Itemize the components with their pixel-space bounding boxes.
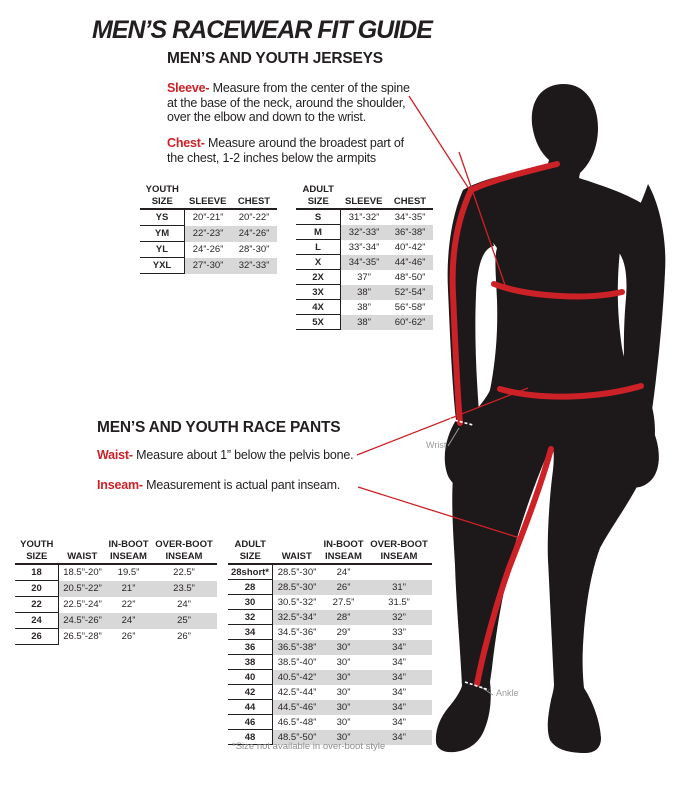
- value-cell: 26.5”-28”: [63, 631, 102, 642]
- value-cell: 30”: [321, 640, 366, 655]
- value-cell: 30.5”-32”: [277, 596, 317, 608]
- ankle-label: Ankle: [496, 688, 519, 698]
- table-row: [15, 629, 217, 645]
- value-cell: 42.5”-44”: [277, 686, 317, 698]
- column-header: YOUTH: [20, 538, 54, 550]
- value-cell: 32”: [366, 610, 432, 625]
- value-cell: 29”: [336, 626, 351, 638]
- size-cell: 42: [228, 685, 273, 700]
- column-header: SIZE: [140, 195, 185, 209]
- table-row: [15, 597, 217, 613]
- size-cell: 46: [228, 715, 273, 730]
- inseam-instruction: [97, 478, 377, 493]
- value-cell: 20.5”-22”: [59, 581, 107, 597]
- value-cell: 19.5”: [117, 567, 140, 579]
- value-cell: 38”: [341, 285, 388, 300]
- youth-pants-size-table: [15, 538, 217, 645]
- value-cell: 22”: [121, 599, 136, 610]
- size-cell: 4X: [296, 300, 341, 315]
- pants-section-heading: MEN’S AND YOUTH RACE PANTS: [97, 419, 341, 436]
- column-header: CHEST: [387, 195, 433, 209]
- value-cell: 38.5”-40”: [277, 656, 317, 668]
- value-cell: 38”: [357, 301, 371, 313]
- size-cell: 18: [15, 564, 59, 581]
- size-cell: 30: [228, 595, 273, 610]
- adult-jersey-size-table: [296, 183, 433, 330]
- value-cell: 31.5”: [388, 596, 410, 608]
- value-cell: 26”: [177, 631, 191, 642]
- value-cell: 30”: [321, 670, 366, 685]
- value-cell: 33”: [392, 626, 406, 638]
- column-header: WAIST: [59, 550, 107, 564]
- chest-label: Chest-: [167, 136, 205, 150]
- table-row: [296, 270, 433, 285]
- value-cell: 60”-62”: [387, 315, 433, 330]
- value-cell: 28”: [321, 610, 366, 625]
- table-row: [15, 581, 217, 597]
- size-cell: X: [296, 255, 341, 270]
- column-header: [231, 183, 277, 195]
- value-cell: 28”-30”: [238, 244, 270, 255]
- table-row: [15, 613, 217, 629]
- table-row: [140, 226, 277, 242]
- column-header: INSEAM: [151, 550, 217, 564]
- table-row: [228, 715, 432, 730]
- column-header: [273, 538, 322, 550]
- value-cell: 31”: [366, 580, 432, 595]
- size-cell: S: [296, 209, 341, 225]
- adult-pants-size-table: [228, 538, 432, 745]
- size-cell: 28: [228, 580, 273, 595]
- inseam-label: Inseam-: [97, 478, 143, 492]
- value-cell: 30”: [336, 716, 351, 728]
- column-header: OVER-BOOT: [155, 538, 213, 550]
- column-header: [59, 538, 107, 550]
- column-header: ADULT: [302, 183, 334, 195]
- column-header: WAIST: [273, 550, 322, 564]
- value-cell: 18.5”-20”: [63, 567, 102, 579]
- value-cell: 34”-35”: [394, 211, 426, 223]
- column-header: SIZE: [15, 550, 59, 564]
- value-cell: 34”: [366, 730, 432, 745]
- value-cell: 24”: [336, 566, 351, 578]
- value-cell: 26”: [121, 631, 136, 642]
- size-cell: 28short*: [228, 564, 273, 580]
- inseam-text: Measurement is actual pant inseam.: [142, 478, 341, 492]
- chest-text: Measure around the broadest part of the chest, 1-2 inches below the armpits: [167, 136, 404, 165]
- value-cell: 22.5”: [173, 567, 195, 579]
- value-cell: 34”: [366, 700, 432, 715]
- table-row: [228, 670, 432, 685]
- value-cell: 24”-26”: [231, 226, 277, 242]
- value-cell: 27.5”: [332, 596, 355, 608]
- sleeve-instruction: [167, 81, 419, 125]
- column-header: SIZE: [296, 195, 341, 209]
- table-row: [228, 595, 432, 610]
- value-cell: 48”-50”: [394, 271, 426, 283]
- size-cell: YS: [140, 209, 185, 226]
- value-cell: 23.5”: [151, 581, 217, 597]
- waist-instruction: [97, 448, 377, 463]
- youth-jersey-size-table: [140, 183, 277, 274]
- sleeve-text: Measure from the center of the spine at the base of the neck, around the shoulder, over the elbow and down to the wrist.: [167, 81, 410, 124]
- table-row: [228, 625, 432, 640]
- value-cell: 24”-26”: [192, 244, 224, 255]
- column-header: CHEST: [231, 195, 277, 209]
- value-cell: 30”: [321, 730, 366, 745]
- size-cell: 38: [228, 655, 273, 670]
- value-cell: 28.5”-30”: [277, 566, 317, 578]
- value-cell: 30”: [336, 686, 351, 698]
- column-header: [185, 183, 232, 195]
- waist-text: Measure about 1” below the pelvis bone.: [132, 448, 354, 462]
- size-cell: 5X: [296, 315, 341, 330]
- column-header: INSEAM: [321, 550, 366, 564]
- page-title: MEN’S RACEWEAR FIT GUIDE: [92, 16, 432, 44]
- column-header: IN-BOOT: [323, 538, 364, 550]
- value-cell: 34”-35”: [341, 255, 388, 270]
- value-cell: 20”-21”: [192, 212, 224, 224]
- size-cell: M: [296, 225, 341, 240]
- size-cell: 34: [228, 625, 273, 640]
- value-cell: 32.5”-34”: [273, 610, 322, 625]
- value-cell: 33”-34”: [348, 241, 380, 253]
- value-cell: 25”: [151, 613, 217, 629]
- size-cell: 2X: [296, 270, 341, 285]
- value-cell: 26”: [321, 580, 366, 595]
- value-cell: 22”-23”: [185, 226, 232, 242]
- size-cell: 36: [228, 640, 273, 655]
- value-cell: 48.5”-50”: [273, 730, 322, 745]
- value-cell: 30”: [321, 700, 366, 715]
- chest-instruction: [167, 136, 419, 165]
- sleeve-label: Sleeve-: [167, 81, 210, 95]
- column-header: SLEEVE: [185, 195, 232, 209]
- value-cell: 40”-42”: [394, 241, 426, 253]
- wrist-label: Wrist: [426, 440, 447, 450]
- size-cell: 24: [15, 613, 59, 629]
- value-cell: 27”-30”: [185, 258, 232, 274]
- table-row: [296, 315, 433, 330]
- value-cell: 36.5”-38”: [273, 640, 322, 655]
- size-cell: 48: [228, 730, 273, 745]
- size-cell: 44: [228, 700, 273, 715]
- value-cell: 34.5”-36”: [277, 626, 317, 638]
- table-row: [228, 685, 432, 700]
- size-cell: 22: [15, 597, 59, 613]
- value-cell: 38”: [341, 315, 388, 330]
- table-row: [296, 225, 433, 240]
- column-header: INSEAM: [366, 550, 432, 564]
- size-cell: YL: [140, 242, 185, 258]
- column-header: YOUTH: [145, 183, 179, 195]
- jerseys-section-heading: MEN’S AND YOUTH JERSEYS: [167, 50, 383, 67]
- value-cell: 52”-54”: [387, 285, 433, 300]
- column-header: INSEAM: [106, 550, 151, 564]
- value-cell: 24”: [106, 613, 151, 629]
- table-row: [15, 564, 217, 581]
- value-cell: 24”: [177, 599, 191, 610]
- column-header: SLEEVE: [341, 195, 388, 209]
- table-row: [228, 700, 432, 715]
- table-row: [228, 610, 432, 625]
- value-cell: 44”-46”: [387, 255, 433, 270]
- size-cell: L: [296, 240, 341, 255]
- size-cell: YM: [140, 226, 185, 242]
- table-row: [140, 209, 277, 226]
- table-row: [296, 240, 433, 255]
- over-boot-footnote: *Size not available in over-boot style: [232, 741, 386, 752]
- table-row: [140, 242, 277, 258]
- size-cell: 3X: [296, 285, 341, 300]
- value-cell: 34”: [366, 670, 432, 685]
- column-header: OVER-BOOT: [370, 538, 428, 550]
- table-row: [140, 258, 277, 274]
- size-cell: 26: [15, 629, 59, 645]
- waist-label: Waist-: [97, 448, 133, 462]
- value-cell: 20”-22”: [238, 212, 270, 224]
- column-header: SIZE: [228, 550, 273, 564]
- value-cell: 31”-32”: [348, 211, 380, 223]
- table-row: [228, 655, 432, 670]
- value-cell: 32”-33”: [231, 258, 277, 274]
- value-cell: 22.5”-24”: [63, 599, 102, 610]
- value-cell: 21”: [106, 581, 151, 597]
- value-cell: 24.5”-26”: [59, 613, 107, 629]
- value-cell: 32”-33”: [341, 225, 388, 240]
- value-cell: [366, 564, 432, 580]
- column-header: [341, 183, 388, 195]
- size-cell: 32: [228, 610, 273, 625]
- table-row: [228, 640, 432, 655]
- size-cell: 20: [15, 581, 59, 597]
- value-cell: 40.5”-42”: [273, 670, 322, 685]
- value-cell: 30”: [336, 656, 351, 668]
- column-header: ADULT: [234, 538, 266, 550]
- table-row: [228, 580, 432, 595]
- table-row: [296, 300, 433, 315]
- value-cell: 34”: [392, 656, 406, 668]
- value-cell: 44.5”-46”: [273, 700, 322, 715]
- value-cell: 34”: [392, 716, 406, 728]
- value-cell: 28.5”-30”: [273, 580, 322, 595]
- table-row: [296, 285, 433, 300]
- table-row: [296, 209, 433, 225]
- value-cell: 46.5”-48”: [277, 716, 317, 728]
- column-header: IN-BOOT: [108, 538, 149, 550]
- column-header: [387, 183, 433, 195]
- value-cell: 34”: [366, 640, 432, 655]
- value-cell: 56”-58”: [394, 301, 426, 313]
- value-cell: 34”: [392, 686, 406, 698]
- value-cell: 37”: [357, 271, 371, 283]
- value-cell: 36”-38”: [387, 225, 433, 240]
- table-row: [296, 255, 433, 270]
- table-row: [228, 564, 432, 580]
- size-cell: 40: [228, 670, 273, 685]
- size-cell: YXL: [140, 258, 185, 274]
